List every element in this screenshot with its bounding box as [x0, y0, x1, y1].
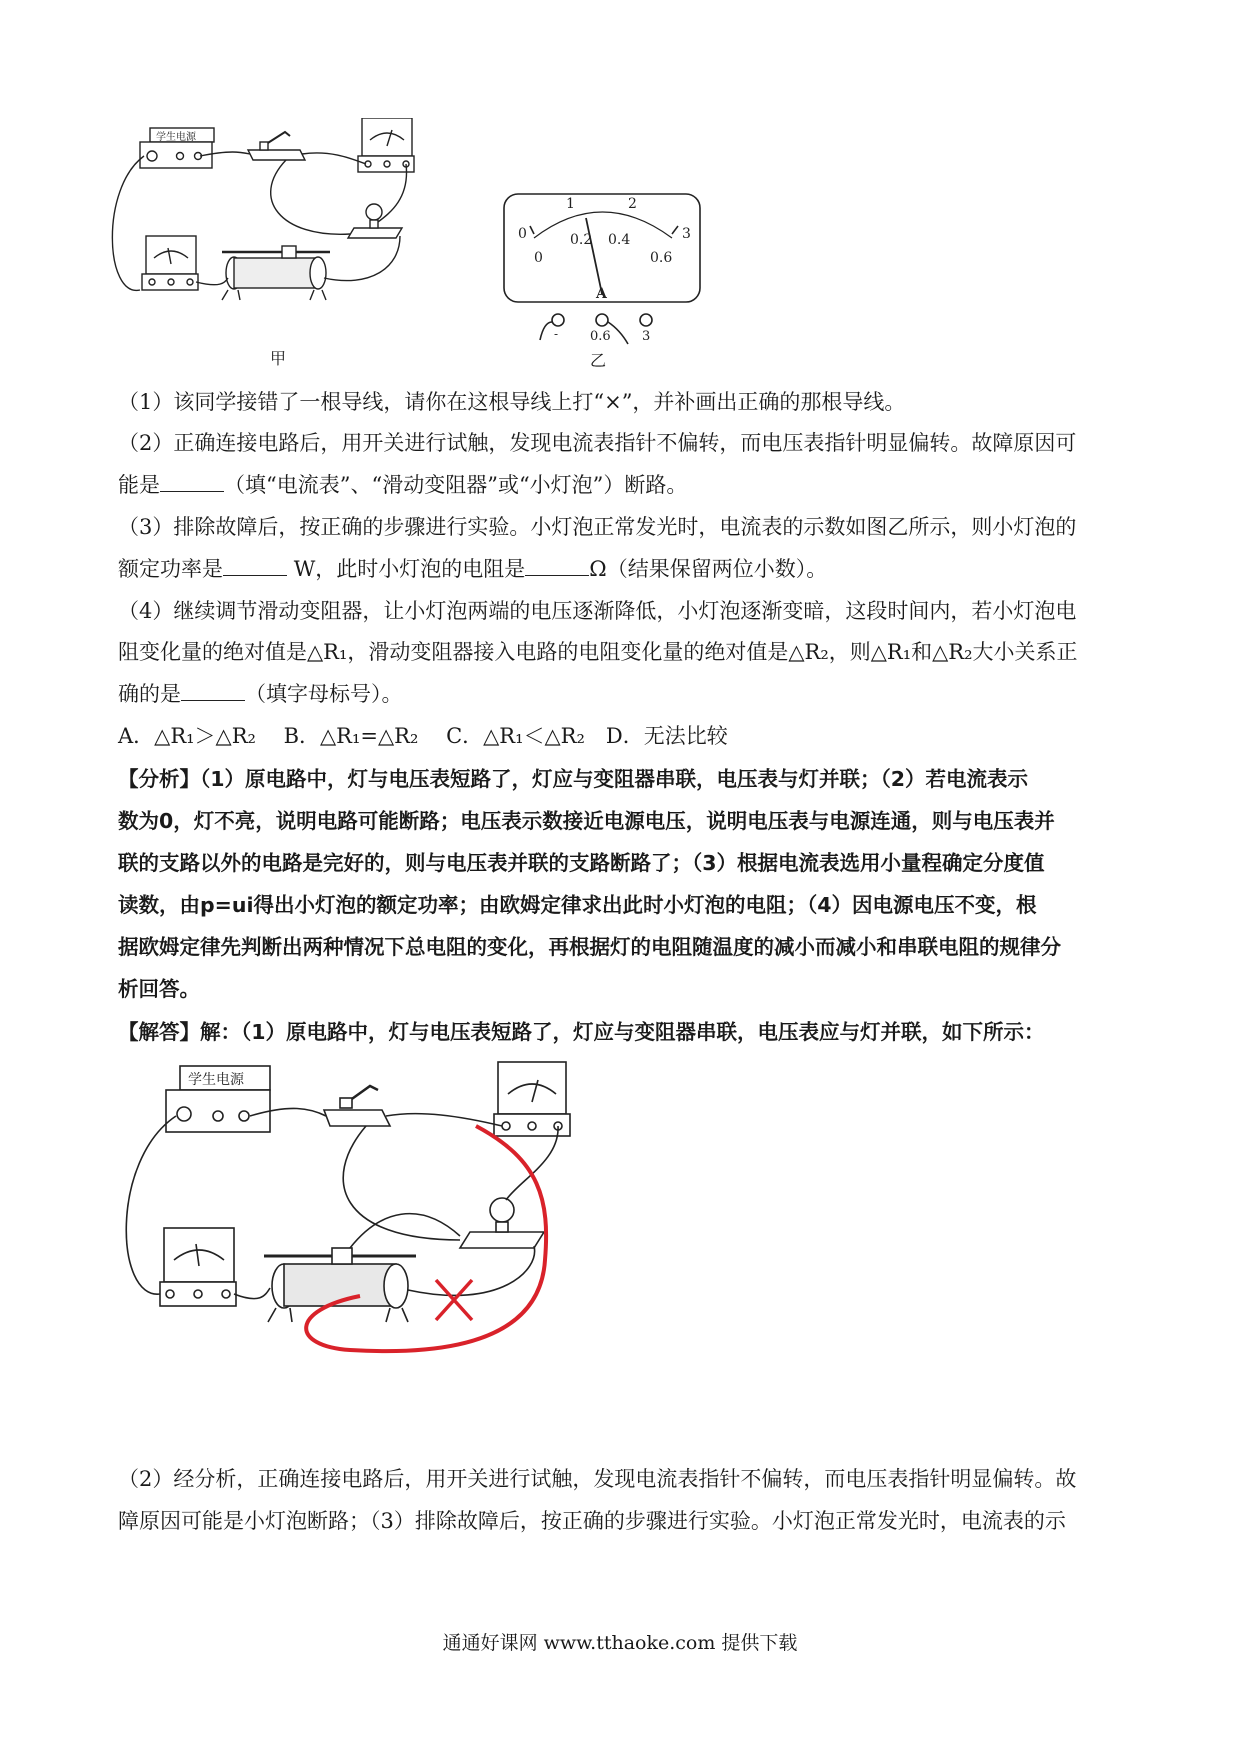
scale-top-0: 0 — [518, 226, 527, 242]
unit-label: A — [596, 286, 607, 302]
corrected-circuit-figure — [120, 1060, 620, 1400]
question-3-middle: W，此时小灯泡的电阻是 — [293, 557, 526, 581]
analysis-line-2: 数为0，灯不亮，说明电路可能断路；电压表示数接近电源电压，说明电压表与电源连通，则与电压表并 — [118, 809, 1055, 833]
analysis-line-5: 据欧姆定律先判断出两种情况下总电阻的变化，再根据灯的电阻随温度的减小而减小和串联电阻的规律分 — [118, 935, 1061, 959]
question-2-suffix: （填“电流表”、“滑动变阻器”或“小灯泡”）断路。 — [224, 473, 688, 497]
scale-top-1: 1 — [566, 196, 575, 212]
analysis-line-1: 【分析】（1）原电路中，灯与电压表短路了，灯应与变阻器串联，电压表与灯并联；（2）若电流表示 — [118, 767, 1029, 791]
question-2-line-1: （2）正确连接电路后，用开关进行试触，发现电流表指针不偏转，而电压表指针明显偏转。故障原因可 — [118, 431, 1077, 455]
question-2-prefix: 能是 — [118, 473, 160, 497]
answer-blank-4 — [181, 680, 245, 701]
analysis-line-6: 析回答。 — [118, 977, 200, 1001]
answer-blank-2 — [223, 555, 287, 576]
answer-line-3: 障原因可能是小灯泡断路；（3）排除故障后，按正确的步骤进行实验。小灯泡正常发光时，电流表的示 — [118, 1509, 1066, 1533]
question-1: （1）该同学接错了一根导线，请你在这根导线上打“×”，并补画出正确的那根导线。 — [118, 390, 906, 414]
question-4-options: A．△R₁＞△R₂ B．△R₁=△R₂ C．△R₁＜△R₂ D．无法比较 — [118, 724, 728, 748]
question-4-line-2: 阻变化量的绝对值是△R₁，滑动变阻器接入电路的电阻变化量的绝对值是△R₂，则△R₁和△R₂大小关系正 — [118, 640, 1078, 664]
power-label-2: 学生电源 — [188, 1072, 244, 1088]
answer-blank-3 — [525, 555, 589, 576]
terminal-neg: - — [554, 327, 559, 341]
scale-bottom-1: 0.2 — [570, 232, 593, 248]
analysis-line-4: 读数，由p=ui得出小灯泡的额定功率；由欧姆定律求出此时小灯泡的电阻；（4）因电源电压不变，根 — [118, 893, 1037, 917]
caption-jia: 甲 — [270, 349, 287, 368]
answer-line-1: 【解答】解：（1）原电路中，灯与电压表短路了，灯应与变阻器串联，电压表应与灯并联，如下所示： — [118, 1020, 1045, 1044]
question-3-line-1: （3）排除故障后，按正确的步骤进行实验。小灯泡正常发光时，电流表的示数如图乙所示，则小灯泡的 — [118, 515, 1077, 539]
question-2-line-2 — [118, 470, 1138, 500]
circuit-figure-jia — [110, 118, 470, 348]
scale-top-2: 2 — [628, 196, 637, 212]
question-3-prefix: 额定功率是 — [118, 557, 223, 581]
question-3-suffix: Ω（结果保留两位小数）。 — [589, 557, 828, 581]
answer-line-2: （2）经分析，正确连接电路后，用开关进行试触，发现电流表指针不偏转，而电压表指针明显偏转。故 — [118, 1467, 1077, 1491]
scale-bottom-2: 0.4 — [608, 232, 631, 248]
wrong-wire-cross-icon — [436, 1280, 472, 1320]
scale-bottom-3: 0.6 — [650, 250, 673, 266]
terminal-3: 3 — [642, 329, 651, 344]
question-4-line-3 — [118, 679, 1138, 709]
scale-bottom-0: 0 — [534, 250, 543, 266]
caption-yi: 乙 — [590, 351, 607, 370]
question-4-line-1: （4）继续调节滑动变阻器，让小灯泡两端的电压逐渐降低，小灯泡逐渐变暗，这段时间内，若小灯泡电 — [118, 599, 1077, 623]
terminal-06: 0.6 — [590, 329, 611, 344]
question-4-suffix: （填字母标号）。 — [245, 682, 403, 706]
question-3-line-2 — [118, 554, 1138, 584]
scale-top-3: 3 — [682, 226, 691, 242]
ammeter-dial-figure-yi — [500, 190, 710, 345]
question-4-prefix: 确的是 — [118, 682, 181, 706]
analysis-line-3: 联的支路以外的电路是完好的，则与电压表并联的支路断路了；（3）根据电流表选用小量程确定分度值 — [118, 851, 1045, 875]
power-label: 学生电源 — [156, 132, 196, 143]
answer-blank-1 — [160, 471, 224, 492]
footer-source: 通通好课网 www.tthaoke.com 提供下载 — [442, 1632, 798, 1654]
